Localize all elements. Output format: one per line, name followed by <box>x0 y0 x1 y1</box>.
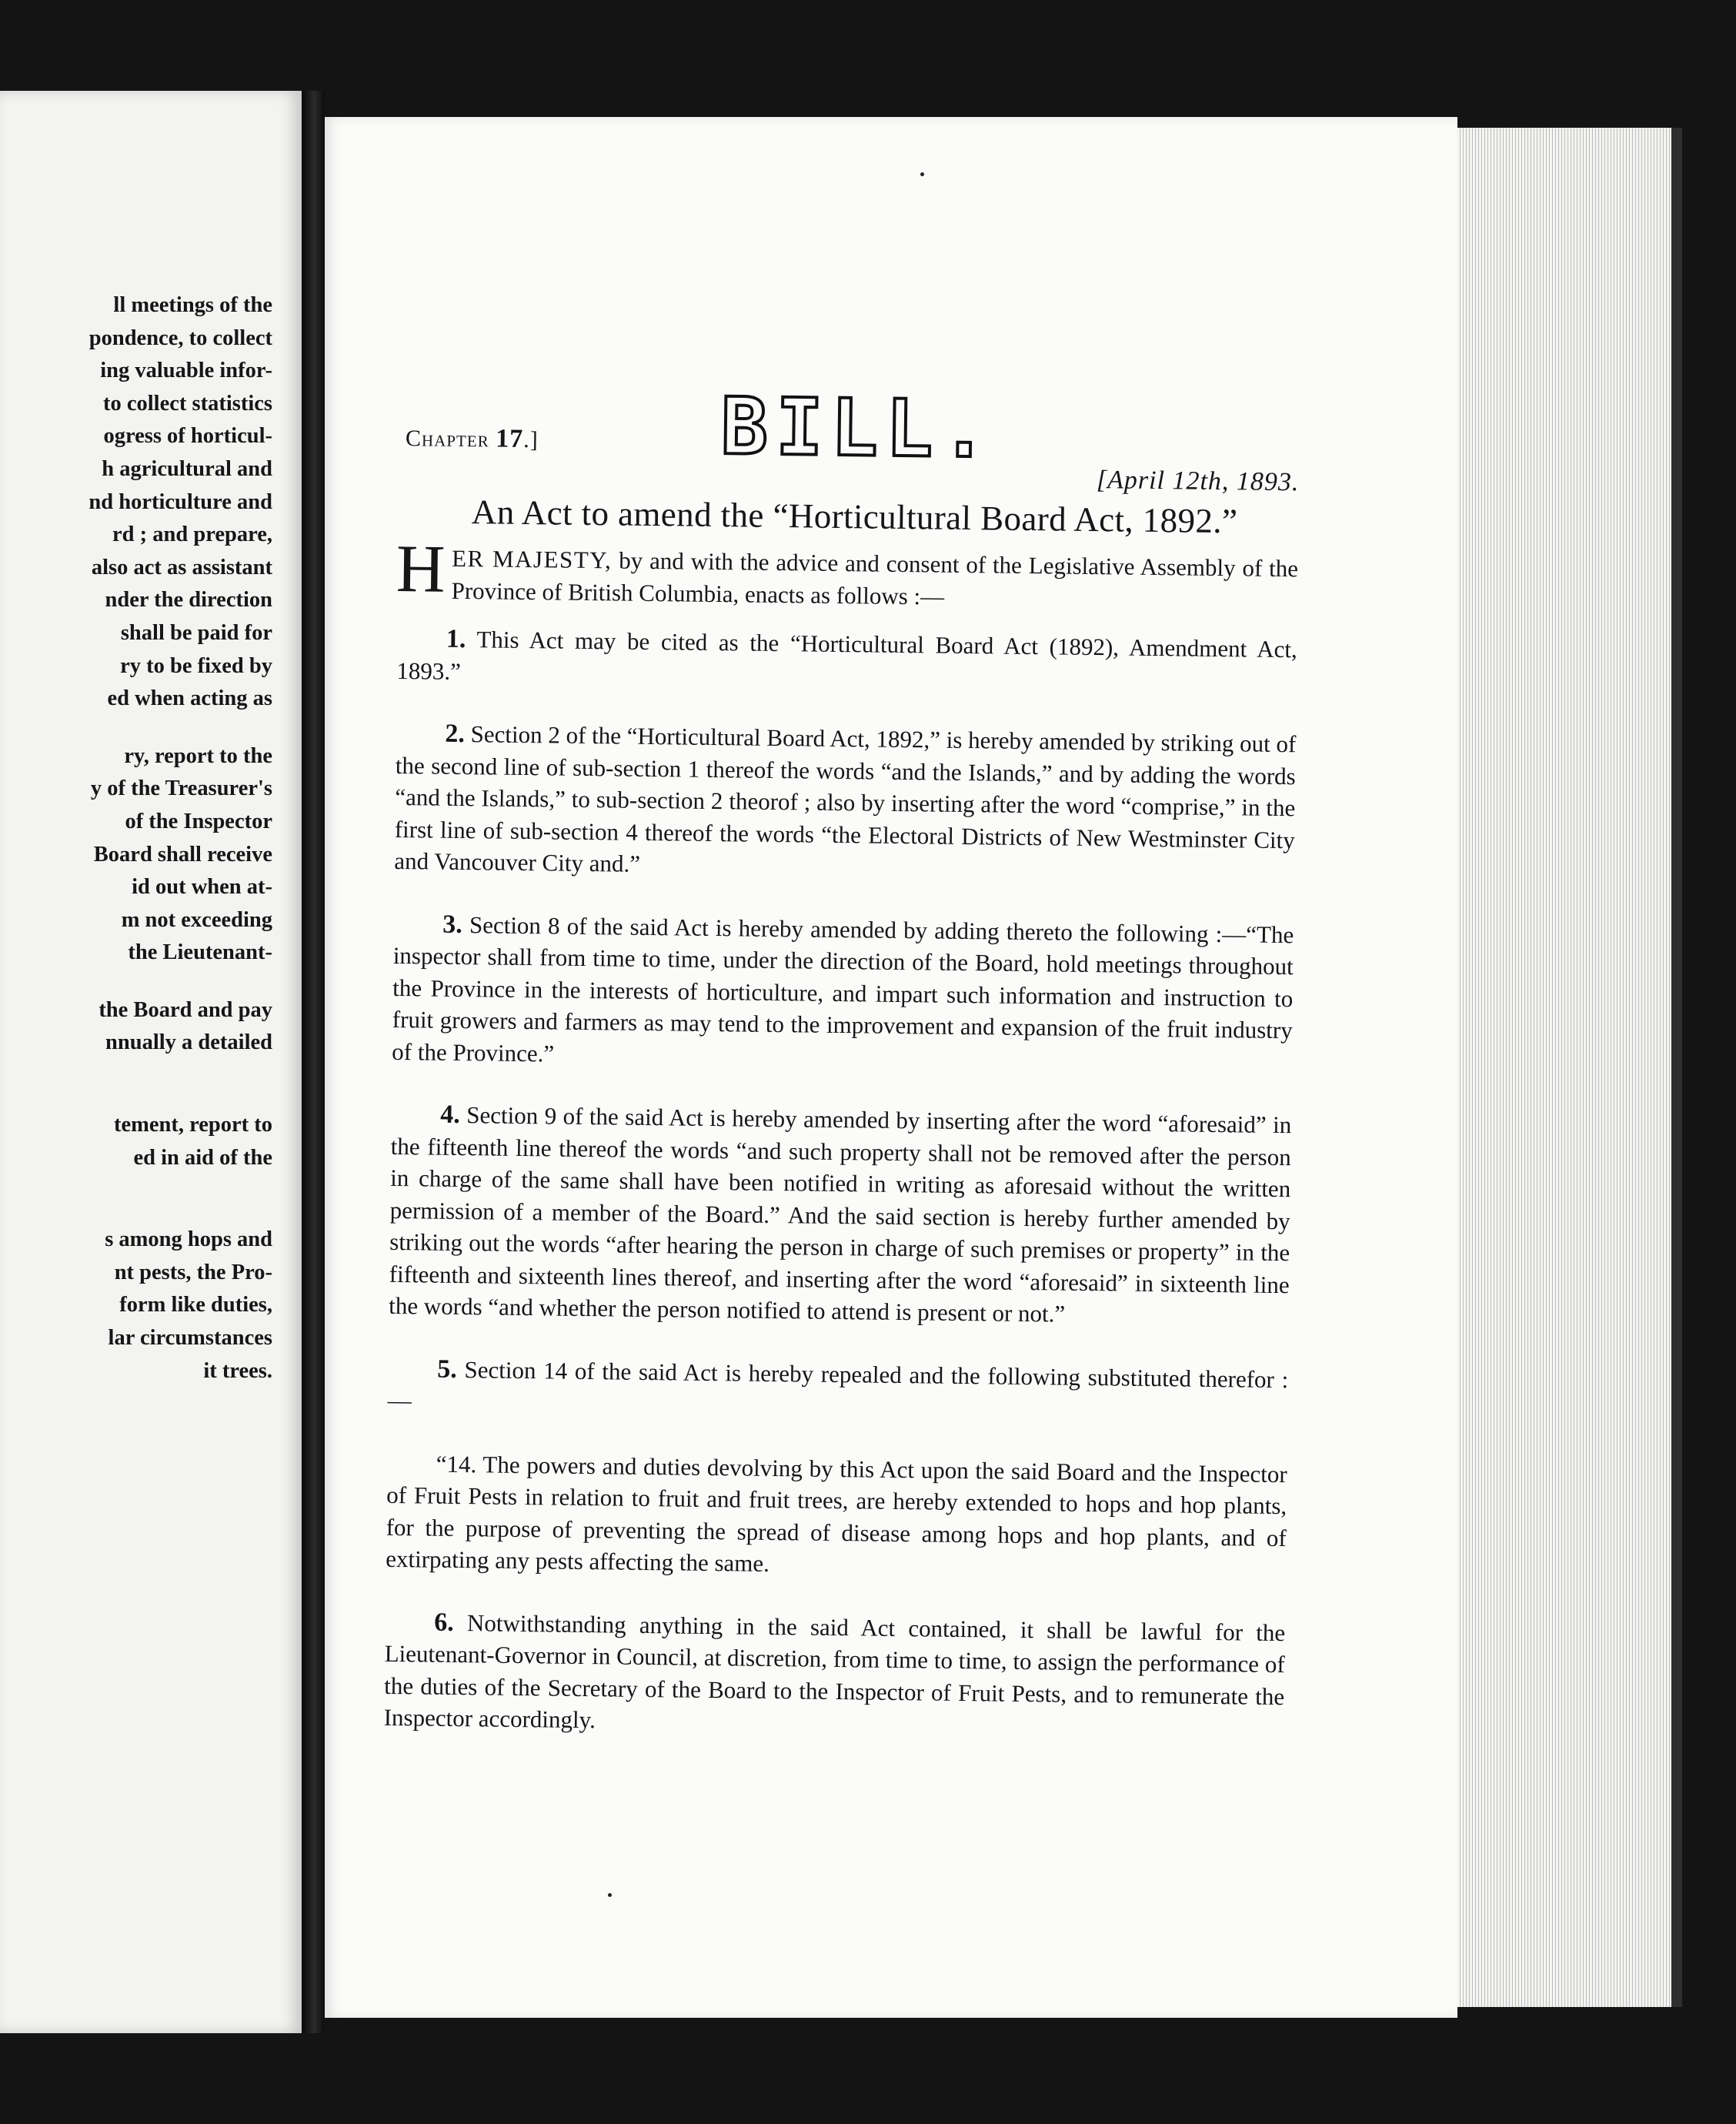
preamble-caps: ER MAJESTY, <box>451 544 613 574</box>
left-line: Board shall receive <box>93 842 272 867</box>
left-line: to collect statistics <box>103 391 272 416</box>
section-text: Section 8 of the said Act is hereby amended by adding thereto the following :—“The inspector shall from time to time, under the direction of the Board, hold meetings throughout the Province in the interests of horticulture, and impart such information and instruction to fruit growers and farmers as may tend to the improvement and expansion of the fruit industry of the Province.” <box>392 910 1294 1067</box>
paper-speck <box>920 172 924 176</box>
section-text: Notwithstanding anything in the said Act contained, it shall be lawful for the Lieutenant-Governor in Council, at discretion, from time to time, to assign the performance of the duties of the Secretary of the Board to the Inspector of Fruit Pests, and to remunerate the Inspector accordingly. <box>383 1608 1286 1734</box>
left-line: ed in aid of the <box>133 1145 272 1170</box>
act-title: An Act to amend the “Horticultural Board Act, 1892.” <box>471 493 1238 541</box>
section-1 <box>396 623 1297 697</box>
left-line: ll meetings of the <box>113 293 272 317</box>
left-page-text <box>11 289 272 1388</box>
left-line: s among hops and <box>105 1227 272 1252</box>
quoted-section-14: “14. The powers and duties devolving by this Act upon the said Board and the Inspector of Fruit Pests in relation to fruit and fruit trees, are hereby extended to hops and hop plants, for the purpose of preventing the spread of disease among hops and hop plants, and of extirpating any pests affecting the same. <box>386 1450 1287 1577</box>
bill-title: BILL. <box>719 381 997 476</box>
left-line: of the Inspector <box>125 809 272 833</box>
left-line: ry, report to the <box>124 743 272 768</box>
chapter-number: 17 <box>495 424 524 453</box>
section-number: 3. <box>442 910 463 939</box>
bill-date: [April 12th, 1893. <box>1096 466 1300 497</box>
paper-speck <box>608 1893 612 1897</box>
drop-cap: H <box>396 531 446 607</box>
left-line: the Board and pay <box>98 997 272 1022</box>
section-text: Section 9 of the said Act is hereby amended by inserting after the word “aforesaid” in the fifteenth line thereof the words “and such property shall not be removed after the person in charge of the same shall have been notified in writing as aforesaid without the written permission of a member of the Board.” And the said section is hereby further amended by striking out the words “after hearing the person in charge of such premises or property” in the fifteenth and sixteenth lines thereof, and inserting after the word “aforesaid” in sixteenth line the words “and whether the person notified to attend is present or not.” <box>389 1101 1292 1328</box>
section-text: This Act may be cited as the “Horticultural Board Act (1892), Amendment Act, 1893.” <box>396 626 1297 685</box>
preamble <box>396 531 1299 616</box>
left-line: ed when acting as <box>107 686 272 711</box>
book-gutter <box>302 91 325 2033</box>
section-text: Section 14 of the said Act is hereby repealed and the following substituted therefor :— <box>387 1355 1289 1414</box>
left-line: ing valuable infor- <box>100 359 272 383</box>
left-line: tement, report to <box>113 1113 272 1137</box>
left-page <box>0 91 302 2033</box>
left-line: h agricultural and <box>102 456 272 481</box>
left-line: form like duties, <box>119 1293 272 1317</box>
section-number: 6. <box>434 1608 454 1637</box>
section-number: 2. <box>445 719 466 749</box>
left-line: ogress of horticul- <box>103 424 272 449</box>
section-number: 4. <box>440 1100 461 1130</box>
left-line: shall be paid for <box>120 620 272 645</box>
section-text: Section 2 of the “Horticultural Board Act, 1892,” is hereby amended by striking out of the second line of sub-section 1 thereof the words “and the Islands,” and by adding the words “and the Islands,” to sub-section 2 theorof ; also by inserting after the word “comprise,” in the first line of sub-section 4 thereof the words “the Electoral Districts of New Westminster City and Vancouver City and.” <box>394 720 1297 877</box>
left-line: the Lieutenant- <box>128 940 272 965</box>
chapter-word: Chapter <box>405 426 489 453</box>
left-line: nder the direction <box>105 588 272 613</box>
section-6 <box>383 1605 1285 1744</box>
left-line: id out when at- <box>132 875 272 900</box>
section-4 <box>389 1098 1291 1333</box>
left-line: rd ; and prepare, <box>112 523 272 547</box>
chapter-close: .] <box>523 426 539 453</box>
left-line: nd horticulture and <box>88 489 272 514</box>
section-5 <box>388 1352 1289 1427</box>
left-line: lar circumstances <box>108 1326 272 1351</box>
section-2 <box>394 717 1296 888</box>
section-number: 5. <box>437 1354 457 1384</box>
bill-body <box>383 531 1299 1775</box>
page-edges <box>1457 128 1682 2007</box>
left-line: it trees. <box>203 1358 272 1383</box>
left-line: y of the Treasurer's <box>90 776 272 801</box>
left-line: m not exceeding <box>121 907 272 932</box>
section-number: 1. <box>446 624 466 654</box>
left-line: also act as assistant <box>91 555 272 579</box>
left-line: ry to be fixed by <box>120 653 272 678</box>
section-3 <box>392 907 1294 1078</box>
left-line: pondence, to collect <box>88 326 272 350</box>
left-line: nnually a detailed <box>105 1030 272 1055</box>
preamble-text: by and with the advice and consent of the Legislative Assembly of the Province of British Columbia, enacts as follows :— <box>451 546 1299 610</box>
left-line: nt pests, the Pro- <box>114 1260 272 1284</box>
chapter-label <box>406 423 539 454</box>
